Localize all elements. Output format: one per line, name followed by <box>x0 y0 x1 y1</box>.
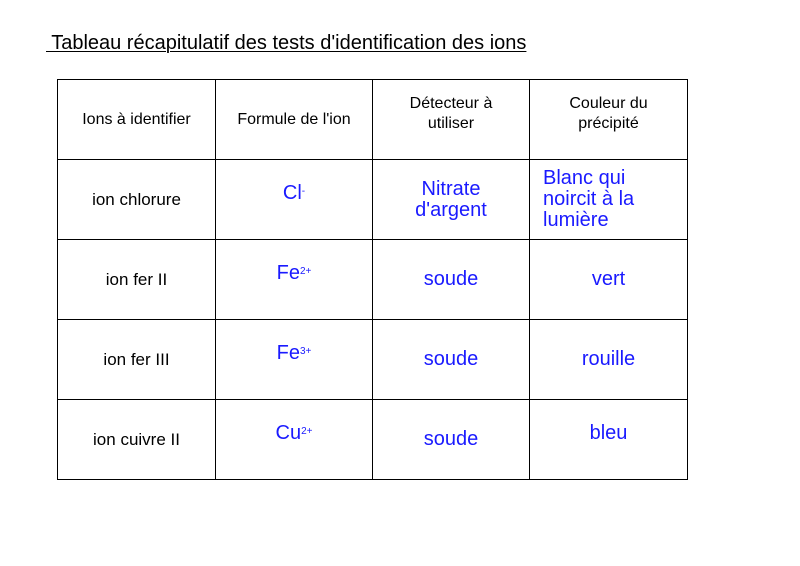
detector-cell <box>373 160 530 240</box>
detector-cell <box>373 400 530 480</box>
header-formula <box>216 80 373 160</box>
formula-charge: 2+ <box>301 426 313 437</box>
precipitate-color: vert <box>591 268 626 290</box>
precipitate-color-cell <box>530 320 688 400</box>
ion-name: ion chlorure <box>92 189 181 209</box>
ion-name: ion cuivre II <box>93 429 180 449</box>
table-row <box>58 240 688 320</box>
header-formula-label: Formule de l'ion <box>237 110 351 128</box>
ion-name: ion fer II <box>105 269 168 289</box>
detector-line1: Nitrate <box>421 177 481 200</box>
color-line2: noircit à la <box>543 188 635 210</box>
formula-charge: 3+ <box>299 346 312 357</box>
header-color-line1: Couleur du <box>569 94 648 112</box>
table-row <box>58 160 688 240</box>
detector: soude <box>423 428 479 450</box>
table-row <box>58 320 688 400</box>
formula-base: Fe <box>276 342 300 364</box>
page-title: Tableau récapitulatif des tests d'identification des ions <box>46 32 527 54</box>
color-line3: lumière <box>543 209 609 231</box>
header-detector-line2: utiliser <box>427 114 475 132</box>
formula-charge: - <box>301 186 306 197</box>
header-detector-line1: Détecteur à <box>409 94 493 112</box>
formula-base: Cu <box>275 422 302 444</box>
table-row <box>58 400 688 480</box>
ion-name-cell <box>58 160 216 240</box>
header-ion-label: Ions à identifier <box>82 110 191 128</box>
header-ion <box>58 80 216 160</box>
header-detector <box>373 80 530 160</box>
precipitate-color-cell <box>530 160 688 240</box>
formula-cell <box>216 400 373 480</box>
precipitate-color-cell <box>530 400 688 480</box>
detector-line2: d'argent <box>415 198 487 221</box>
detector-cell <box>373 240 530 320</box>
header-color-line2: précipité <box>578 114 639 132</box>
ion-name-cell <box>58 240 216 320</box>
formula-base: Cl <box>282 182 302 204</box>
formula-cell <box>216 320 373 400</box>
precipitate-color: rouille <box>581 348 636 370</box>
header-color <box>530 80 688 160</box>
formula-cell <box>216 240 373 320</box>
detector: soude <box>423 268 479 290</box>
detector-cell <box>373 320 530 400</box>
detector: soude <box>423 348 479 370</box>
formula-base: Fe <box>276 262 300 284</box>
color-line1: Blanc qui <box>543 167 626 189</box>
ion-name: ion fer III <box>103 349 170 369</box>
ion-name-cell <box>58 400 216 480</box>
formula-charge: 2+ <box>299 266 312 277</box>
ion-tests-table <box>57 79 688 480</box>
table-header-row <box>58 80 688 160</box>
formula-cell <box>216 160 373 240</box>
precipitate-color: bleu <box>589 422 628 444</box>
ion-name-cell <box>58 320 216 400</box>
precipitate-color-cell <box>530 240 688 320</box>
